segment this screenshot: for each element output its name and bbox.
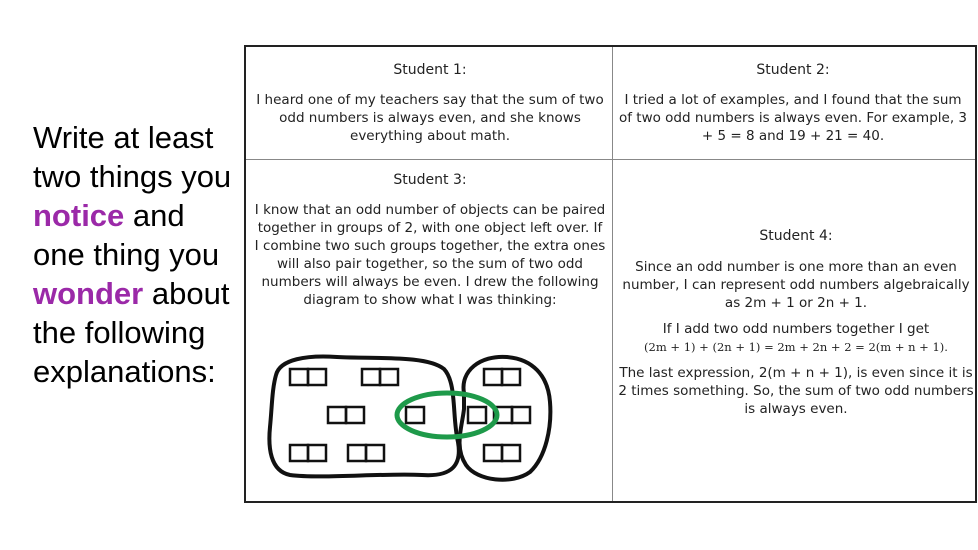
student-3-text: I know that an odd number of objects can be paired together in groups of 2, with one object left over. If I combine two such groups together, the extra ones will also pair together, so the sum of two odd numbers will always be even. I drew the following diagram to show what I was thinking: — [254, 202, 606, 308]
student-4-title: Student 4: — [759, 228, 833, 244]
student-4-text-2: If I add two odd numbers together I get — [662, 321, 930, 337]
pairing-loop — [397, 393, 497, 437]
prompt-text-3: about the following explanations: — [33, 276, 230, 389]
pair-box — [290, 369, 326, 385]
student-2-cell — [618, 61, 968, 145]
wonder-keyword: wonder — [33, 276, 144, 311]
student-2-text: I tried a lot of examples, and I found that the sum of two odd numbers is always even. For example, 3 + 5 = 8 and 19 + 21 = 40. — [618, 92, 968, 144]
student-1-text: I heard one of my teachers say that the sum of two odd numbers is always even, and she knows everything about math. — [256, 92, 604, 144]
prompt-text-1: Write at least two things you — [33, 120, 232, 194]
explanations-table — [244, 45, 977, 503]
prompt-text-2: and one thing you — [33, 198, 220, 272]
student-4-equation: (2m + 1) + (2n + 1) = 2m + 2n + 2 = 2(m + n + 1). — [644, 340, 948, 354]
pair-box — [362, 369, 398, 385]
student-4-cell — [618, 227, 974, 418]
student-1-cell — [254, 61, 606, 145]
student-3-title: Student 3: — [393, 172, 467, 188]
odd-pairs-diagram — [262, 347, 562, 487]
single-box — [406, 407, 424, 423]
pair-box — [348, 445, 384, 461]
notice-keyword: notice — [33, 198, 125, 233]
column-divider — [612, 47, 613, 501]
student-4-text-1: Since an odd number is one more than an even number, I can represent odd numbers algebraically as 2m + 1 or 2n + 1. — [622, 259, 970, 311]
student-1-title: Student 1: — [393, 62, 467, 78]
pair-box — [484, 445, 520, 461]
object-pairs — [290, 369, 530, 461]
instruction-prompt — [33, 118, 238, 391]
single-box — [468, 407, 486, 423]
student-3-cell — [254, 171, 606, 309]
pair-box — [328, 407, 364, 423]
pair-box — [290, 445, 326, 461]
row-divider — [246, 159, 975, 160]
student-4-text-3: The last expression, 2(m + n + 1), is even since it is 2 times something. So, the sum of two odd numbers is always even. — [618, 365, 974, 417]
pair-box — [484, 369, 520, 385]
student-2-title: Student 2: — [756, 62, 830, 78]
